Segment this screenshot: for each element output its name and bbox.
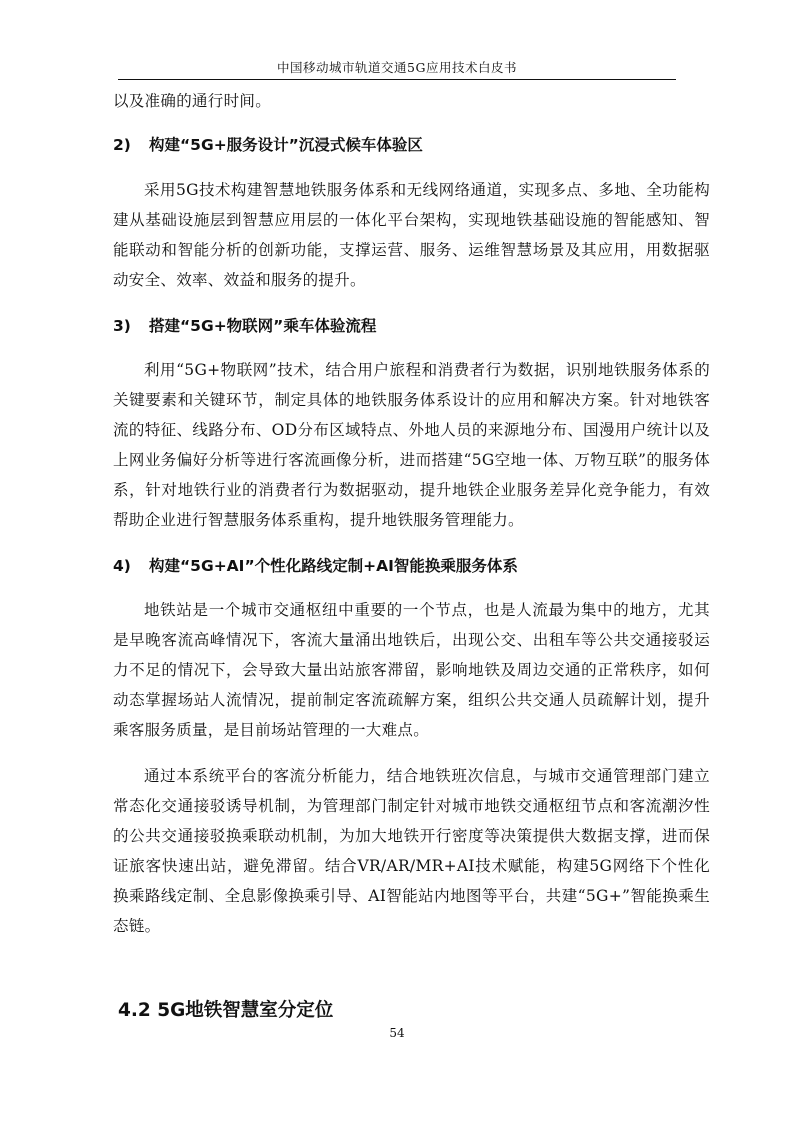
page-number: 54 xyxy=(389,1026,405,1040)
header-rule xyxy=(118,79,676,80)
paragraph: 采用5G技术构建智慧地铁服务体系和无线网络通道，实现多点、多地、全功能构建从基础设施层到智慧应用层的一体化平台架构，实现地铁基础设施的智能感知、智能联动和智能分析的创新功能，支撑运营、服务、运维智慧场景及其应用，用数据驱动安全、效率、效益和服务的提升。 xyxy=(113,181,710,289)
subheading-number: 2) xyxy=(113,136,131,154)
subheading-title: 搭建“5G+物联网”乘车体验流程 xyxy=(149,317,377,335)
subheading-2 xyxy=(113,130,710,160)
running-header: 中国移动城市轨道交通5G应用技术白皮书 xyxy=(277,60,517,75)
section-heading: 4.2 5G地铁智慧室分定位 xyxy=(118,1000,334,1021)
subheading-number: 4) xyxy=(113,557,131,575)
subheading-title: 构建“5G+服务设计”沉浸式候车体验区 xyxy=(149,136,423,154)
paragraph: 地铁站是一个城市交通枢纽中重要的一个节点，也是人流最为集中的地方，尤其是早晚客流高峰情况下，客流大量涌出地铁后，出现公交、出租车等公共交通接驳运力不足的情况下，会导致大量出站旅客滞留，影响地铁及周边交通的正常秩序，如何动态掌握场站人流情况，提前制定客流疏解方案，组织公共交通人员疏解计划，提升乘客服务质量，是目前场站管理的一大难点。 xyxy=(113,601,710,739)
paragraph: 利用“5G+物联网”技术，结合用户旅程和消费者行为数据，识别地铁服务体系的关键要素和关键环节，制定具体的地铁服务体系设计的应用和解决方案。针对地铁客流的特征、线路分布、OD分布区域特点、外地人员的来源地分布、国漫用户统计以及上网业务偏好分析等进行客流画像分析，进而搭建“5G空地一体、万物互联”的服务体系，针对地铁行业的消费者行为数据驱动，提升地铁企业服务差异化竞争能力，有效帮助企业进行智慧服务体系重构，提升地铁服务管理能力。 xyxy=(113,361,710,529)
subheading-4 xyxy=(113,551,710,581)
subheading-title: 构建“5G+AI”个性化路线定制+AI智能换乘服务体系 xyxy=(149,557,518,575)
intro-fragment: 以及准确的通行时间。 xyxy=(113,92,272,110)
page-content xyxy=(113,86,710,941)
subheading-3 xyxy=(113,311,710,341)
paragraph: 通过本系统平台的客流分析能力，结合地铁班次信息，与城市交通管理部门建立常态化交通接驳诱导机制，为管理部门制定针对城市地铁交通枢纽节点和客流潮汐性的公共交通接驳换乘联动机制，为加大地铁开行密度等决策提供大数据支撑，进而保证旅客快速出站，避免滞留。结合VR/AR/MR+AI技术赋能，构建5G网络下个性化换乘路线定制、全息影像换乘引导、AI智能站内地图等平台，共建“5G+”智能换乘生态链。 xyxy=(113,767,710,935)
subheading-number: 3) xyxy=(113,317,131,335)
